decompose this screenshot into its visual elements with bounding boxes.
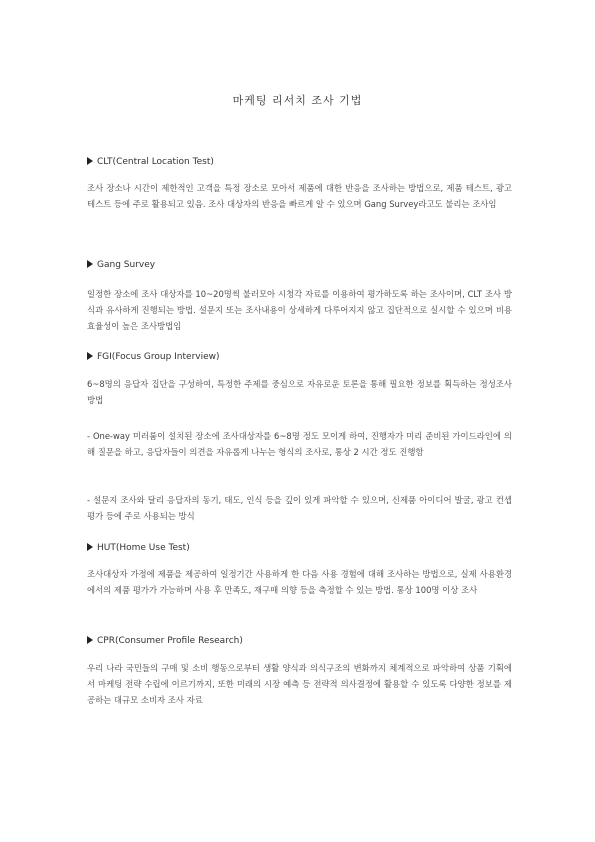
- section-paragraph: - 설문지 조사와 달리 응답자의 동기, 태도, 인식 등을 깊이 있게 파악할 수 있으며, 신제품 아이디어 발굴, 광고 컨셉 평가 등에 주로 사용되는 방식: [87, 495, 512, 521]
- section-heading-text: CLT(Central Location Test): [97, 157, 214, 167]
- triangle-bullet-icon: [87, 260, 93, 268]
- triangle-bullet-icon: [87, 352, 93, 360]
- section-heading-fgi: [87, 352, 220, 362]
- section-heading-text: Gang Survey: [97, 260, 156, 270]
- section-paragraph: - One-way 미러룸이 설치된 장소에 조사대상자를 6~8명 정도 모이게 하여, 진행자가 미리 준비된 가이드라인에 의해 질문을 하고, 응답자들이 의견을 자유롭게 나누는 형식의 조사로, 통상 2 시간 정도 진행함: [87, 431, 512, 457]
- section-heading-cpr: [87, 636, 243, 646]
- section-paragraph: 6~8명의 응답자 집단을 구성하여, 특정한 주제를 중심으로 자유로운 토론을 통해 필요한 정보를 획득하는 정성조사 방법: [87, 379, 512, 405]
- triangle-bullet-icon: [87, 543, 93, 551]
- section-paragraph: 일정한 장소에 조사 대상자를 10~20명씩 불러모아 시청각 자료를 이용하여 평가하도록 하는 조사이며, CLT 조사 방식과 유사하게 진행되는 방법. 설문지 또는 조사내용이 상세하게 다루어지지 않고 집단적으로 실시할 수 있으며 비용효율성이 높은 조사방법임: [87, 289, 512, 331]
- section-paragraph: 조사대상자 가정에 제품을 제공하여 일정기간 사용하게 한 다음 사용 경험에 대해 조사하는 방법으로, 실제 사용환경에서의 제품 평가가 가능하며 사용 후 만족도, 재구매 의향 등을 측정할 수 있는 방법. 통상 100명 이상 조사: [87, 569, 512, 595]
- section-heading-text: FGI(Focus Group Interview): [97, 352, 220, 362]
- section-heading-hut: [87, 543, 190, 553]
- document-title: 마케팅 리서치 조사 기법: [232, 94, 363, 107]
- triangle-bullet-icon: [87, 157, 93, 165]
- section-heading-clt: [87, 157, 214, 167]
- section-heading-text: HUT(Home Use Test): [97, 543, 190, 553]
- section-heading-gang-survey: [87, 260, 155, 270]
- section-heading-text: CPR(Consumer Profile Research): [97, 636, 243, 646]
- section-paragraph: 조사 장소나 시간이 제한적인 고객을 특정 장소로 모아서 제품에 대한 반응을 조사하는 방법으로, 제품 테스트, 광고 테스트 등에 주로 활용되고 있음. 조사 대상자의 반응을 빠르게 알 수 있으며 Gang Survey라고도 불리는 조사임: [87, 183, 512, 209]
- triangle-bullet-icon: [87, 636, 93, 644]
- section-paragraph: 우리 나라 국민들의 구매 및 소비 행동으로부터 생활 양식과 의식구조의 변화까지 체계적으로 파악하여 상품 기획에서 마케팅 전략 수립에 이르기까지, 또한 미래의 시장 예측 등 전략적 의사결정에 활용할 수 있도록 다양한 정보를 제공하는 대규모 소비자 조사 자료: [87, 663, 512, 705]
